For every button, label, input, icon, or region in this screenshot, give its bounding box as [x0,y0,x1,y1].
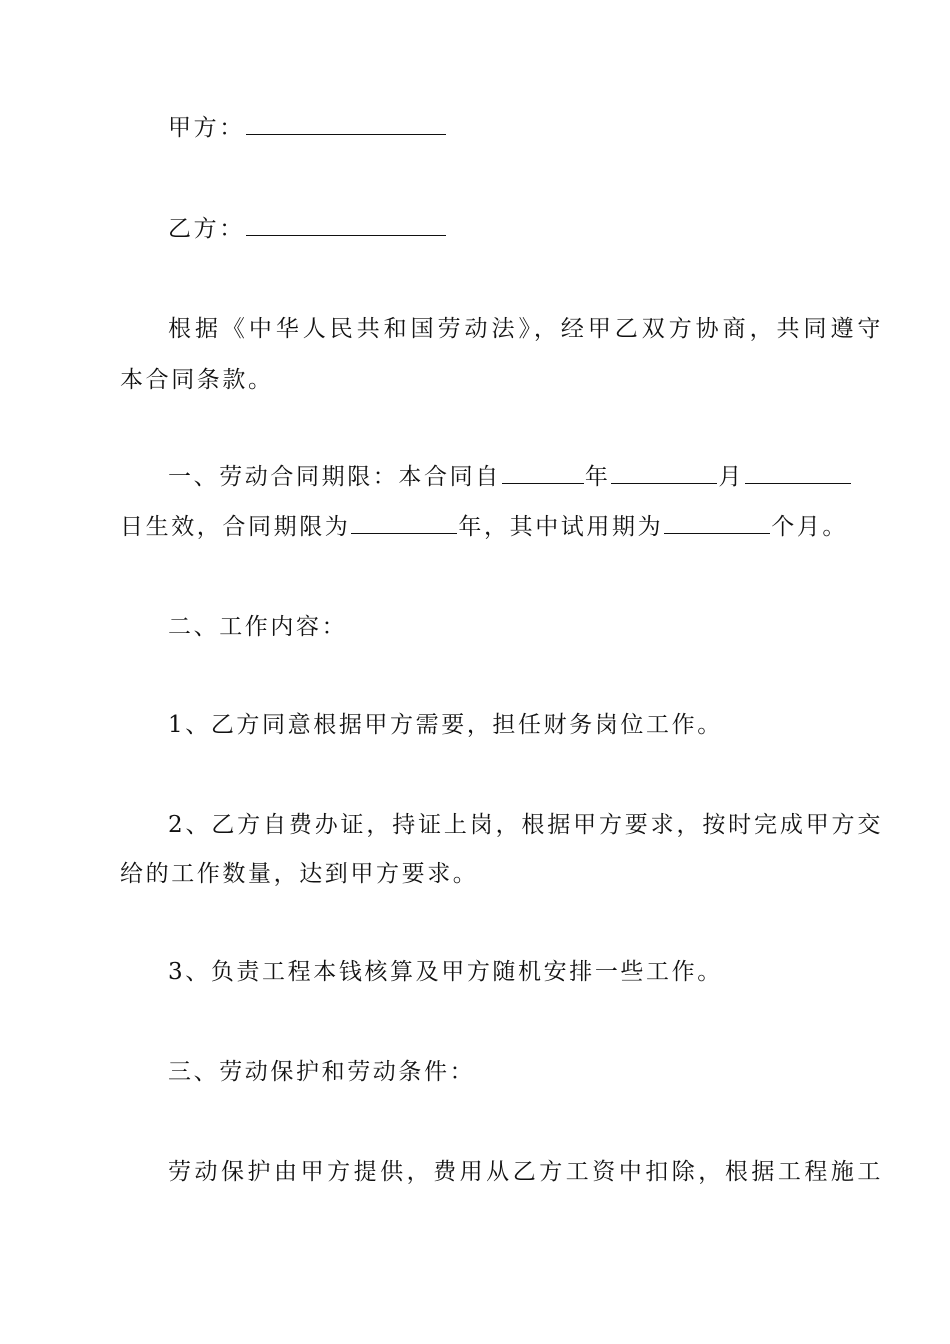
intro-line-1: 根据《中华人民共和国劳动法》，经甲乙双方协商，共同遵守 [168,316,883,342]
section2-heading: 二、工作内容： [168,614,348,640]
section1-probation-text: 年，其中试用期为 [458,514,664,540]
section2-item-2-line-2: 给的工作数量，达到甲方要求。 [120,861,479,887]
section1-text-start: 一、劳动合同期限：本合同自 [168,464,501,490]
party-b-line [120,215,883,243]
section3-paragraph-line-1: 劳动保护由甲方提供，费用从乙方工资中扣除，根据工程施工 [168,1159,883,1185]
section1-months-label: 个月。 [771,514,849,540]
section1-line-2 [120,513,849,541]
section1-month-label: 月 [718,464,745,490]
party-b-blank[interactable] [246,215,446,236]
party-a-blank[interactable] [246,114,446,135]
party-a-label: 甲方： [168,115,245,141]
section2-item-3: 3、负责工程本钱核算及甲方随机安排一些工作。 [168,959,723,985]
start-month-blank[interactable] [611,463,717,484]
section1-year-label: 年 [584,464,611,490]
start-year-blank[interactable] [502,463,584,484]
term-years-blank[interactable] [351,513,457,534]
intro-line-2: 本合同条款。 [120,367,274,393]
section2-item-1: 1、乙方同意根据甲方需要，担任财务岗位工作。 [168,712,723,738]
start-day-blank[interactable] [745,463,851,484]
section1-effective-text: 日生效，合同期限为 [120,514,351,540]
section2-item-2-line-1: 2、乙方自费办证，持证上岗，根据甲方要求，按时完成甲方交 [168,812,883,838]
section3-heading: 三、劳动保护和劳动条件： [168,1059,476,1085]
party-b-label: 乙方： [168,216,245,242]
probation-months-blank[interactable] [664,513,770,534]
party-a-line [120,114,883,142]
section1-line-1 [120,463,883,491]
